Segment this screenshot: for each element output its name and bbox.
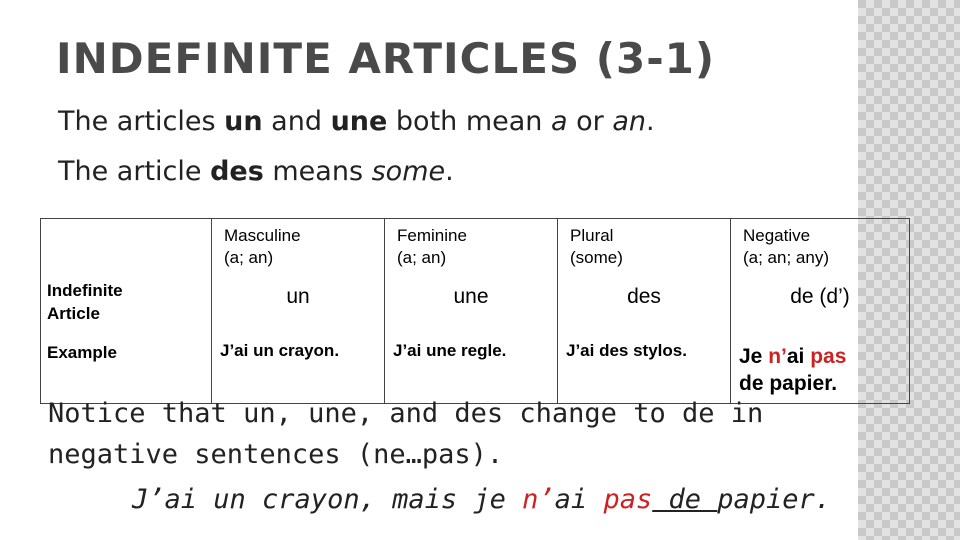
header-masculine: Masculine (a; an) <box>212 219 385 280</box>
header-plural: Plural (some) <box>558 219 731 280</box>
slide-title: INDEFINITE ARTICLES (3-1) <box>56 34 716 83</box>
articles-table <box>40 218 910 404</box>
cell-une: une <box>385 279 558 335</box>
cell-de: de (d’) <box>731 279 910 335</box>
fill-in-blank: de <box>668 484 701 515</box>
header-empty-cell <box>41 219 212 280</box>
row-label-indefinite-article: Indefinite Article <box>41 279 212 335</box>
example-plural: J’ai des stylos. <box>558 335 731 404</box>
cell-un: un <box>212 279 385 335</box>
example-masculine: J’ai un crayon. <box>212 335 385 404</box>
table-header-row <box>41 219 910 280</box>
example-feminine: J’ai une regle. <box>385 335 558 404</box>
cell-des: des <box>558 279 731 335</box>
row-label-example: Example <box>41 335 212 404</box>
notice-text: Notice that un, une, and des change to de in negative sentences (ne…pas). <box>48 398 764 470</box>
intro-line-1: The articles un and une both mean a or an. <box>58 106 655 137</box>
table-row <box>41 279 910 335</box>
header-feminine: Feminine (a; an) <box>385 219 558 280</box>
example-sentence: J’ai un crayon, mais je n’ai pas de papier. <box>132 484 832 515</box>
intro-line-2: The article des means some. <box>58 156 454 187</box>
header-negative: Negative (a; an; any) <box>731 219 910 280</box>
example-negative: Je n’ai pas de papier. <box>731 335 910 404</box>
